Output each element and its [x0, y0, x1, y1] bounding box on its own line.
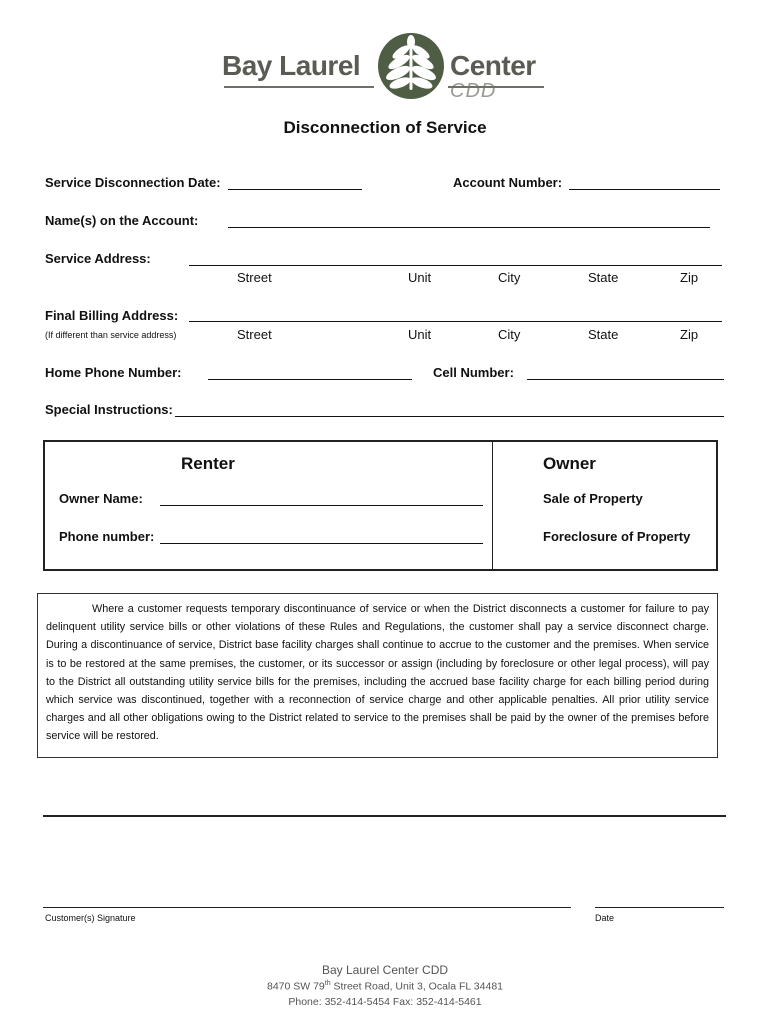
- logo-text-cdd: CDD: [450, 80, 497, 102]
- billing-city-caption: City: [498, 327, 521, 342]
- service-address-field[interactable]: [189, 265, 722, 266]
- logo-text-right: Center: [450, 50, 536, 81]
- logo-rule-right: [448, 86, 544, 88]
- home-phone-field[interactable]: [208, 379, 412, 380]
- service-state-caption: State: [588, 270, 619, 285]
- account-number-field[interactable]: [569, 189, 720, 190]
- special-instructions-label: Special Instructions:: [45, 402, 173, 417]
- service-zip-caption: Zip: [680, 270, 699, 285]
- footer-address: [0, 980, 770, 993]
- logo-text-left: Bay Laurel: [222, 50, 361, 81]
- billing-state-caption: State: [588, 327, 619, 342]
- home-phone-label: Home Phone Number:: [45, 365, 182, 380]
- final-billing-address-label: Final Billing Address:: [45, 308, 179, 323]
- cell-number-field[interactable]: [527, 379, 724, 380]
- owner-name-field[interactable]: [160, 505, 483, 506]
- footer-phone: Phone: 352-414-5454 Fax: 352-414-5461: [288, 996, 482, 1008]
- footer-address-post: Street Road, Unit 3, Ocala FL 34481: [330, 980, 503, 993]
- special-instructions-field[interactable]: [175, 416, 724, 417]
- page-title: Disconnection of Service: [283, 118, 487, 137]
- logo-rule-left: [224, 86, 374, 88]
- billing-unit-caption: Unit: [408, 327, 432, 342]
- customer-signature-field[interactable]: [43, 907, 571, 908]
- foreclosure-of-property-option[interactable]: Foreclosure of Property: [543, 529, 691, 544]
- final-billing-note: (If different than service address): [45, 330, 177, 340]
- signature-separator-line: [43, 815, 726, 817]
- account-number-label: Account Number:: [453, 175, 563, 190]
- footer-org: Bay Laurel Center CDD: [321, 963, 449, 977]
- renter-owner-divider: [492, 441, 493, 571]
- service-street-caption: Street: [237, 270, 272, 285]
- customer-signature-label: Customer(s) Signature: [45, 913, 136, 923]
- renter-heading: Renter: [181, 454, 235, 473]
- names-on-account-label: Name(s) on the Account:: [45, 213, 199, 228]
- phone-number-label: Phone number:: [59, 529, 155, 544]
- footer-address-sup: th: [324, 980, 331, 987]
- date-field[interactable]: [595, 907, 724, 908]
- laurel-leaf-icon: [378, 30, 444, 102]
- service-city-caption: City: [498, 270, 521, 285]
- names-on-account-field[interactable]: [228, 227, 710, 228]
- owner-heading: Owner: [543, 454, 596, 473]
- footer-address-pre: 8470 SW 79: [266, 980, 325, 993]
- billing-zip-caption: Zip: [680, 327, 699, 342]
- final-billing-address-field[interactable]: [189, 321, 722, 322]
- policy-notice-box: [37, 593, 718, 758]
- phone-number-field[interactable]: [160, 543, 483, 544]
- service-address-label: Service Address:: [45, 251, 151, 266]
- disconnection-date-label: Service Disconnection Date:: [45, 175, 221, 190]
- disconnection-date-field[interactable]: [228, 189, 362, 190]
- cell-number-label: Cell Number:: [433, 365, 514, 380]
- service-unit-caption: Unit: [408, 270, 432, 285]
- bay-laurel-logo: [222, 28, 548, 106]
- policy-text: Where a customer requests temporary discontinuance of service or when the District disconnects a customer for failure to pay delinquent utility service bills or other violations of these Rules and Regulations, the customer shall pay a service disconnect charge. During a discontinuance of service, District base facility charges shall continue to accrue to the customer and the premises. When service is to be restored at the same premises, the customer, or its successor or assign (including by foreclosure or other legal process), will pay to the District all outstanding utility service bills for the premises, including the accrued base facility charge for each billing period during which service was discontinued, together with a reconnection of service charge and other applicable penalties. All prior utility service charges and all other obligations owing to the District related to service to the premises shall be paid by the owner of the premises before service will be restored.: [46, 603, 709, 743]
- billing-street-caption: Street: [237, 327, 272, 342]
- owner-name-label: Owner Name:: [59, 491, 143, 506]
- sale-of-property-option[interactable]: Sale of Property: [543, 491, 643, 506]
- date-label: Date: [595, 913, 615, 923]
